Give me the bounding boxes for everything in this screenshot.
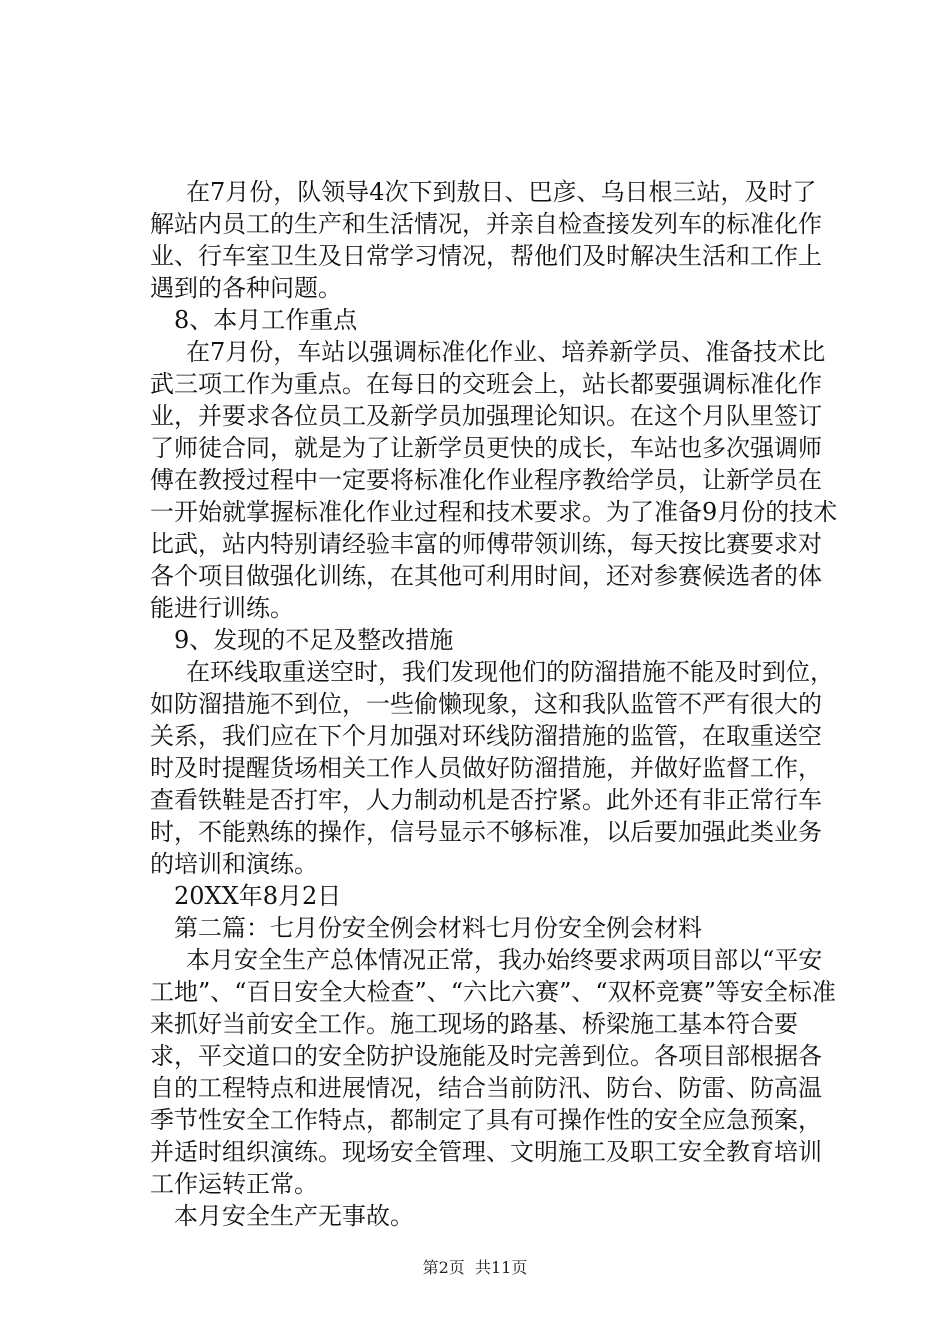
footer-gap bbox=[465, 1258, 475, 1277]
document-date: 20XX年8月2日 bbox=[174, 882, 342, 910]
paragraph-station-visits: 在7月份，队领导4次下到敖日、巴彦、乌日根三站，及时了解站内员工的生产和生活情况，并亲自检查接发列车的标准化作业、行车室卫生及日常学习情况，帮他们及时解决生活和工作上遇到的各种问题。 bbox=[150, 178, 822, 302]
document-body bbox=[150, 176, 840, 1232]
section-heading-shortcomings: 9、发现的不足及整改措施 bbox=[174, 626, 454, 654]
paragraph-shortcomings: 在环线取重送空时，我们发现他们的防溜措施不能及时到位，如防溜措施不到位，一些偷懒现象，这和我队监管不严有很大的关系，我们应在下个月加强对环线防溜措施的监管，在取重送空时及时提醒货场相关工作人员做好防溜措施，并做好监督工作，查看铁鞋是否打牢，人力制动机是否拧紧。此外还有非正常行车时，不能熟练的操作，信号显示不够标准，以后要加强此类业务的培训和演练。 bbox=[150, 658, 834, 878]
paragraph-safety-overview: 本月安全生产总体情况正常，我办始终要求两项目部以“平安工地”、“百日安全大检查”、“六比六赛”、“双杯竞赛”等安全标准来抓好当前安全工作。施工现场的路基、桥梁施工基本符合要求，平交道口的安全防护设施能及时完善到位。各项目部根据各自的工程特点和进展情况，结合当前防汛、防台、防雷、防高温季节性安全工作特点，都制定了具有可操作性的安全应急预案，并适时组织演练。现场安全管理、文明施工及职工安全教育培训工作运转正常。 bbox=[150, 946, 836, 1198]
page-footer bbox=[0, 1258, 950, 1278]
section-heading-work-focus: 8、本月工作重点 bbox=[174, 306, 358, 334]
page-number: 第2页 bbox=[422, 1258, 465, 1277]
paragraph-work-focus: 在7月份，车站以强调标准化作业、培养新学员、准备技术比武三项工作为重点。在每日的交班会上，站长都要强调标准化作业，并要求各位员工及新学员加强理论知识。在这个月队里签订了师徒合同，就是为了让新学员更快的成长，车站也多次强调师傅在教授过程中一定要将标准化作业程序教给学员，让新学员在一开始就掌握标准化作业过程和技术要求。为了准备9月份的技术比武，站内特别请经验丰富的师傅带领训练，每天按比赛要求对各个项目做强化训练，在其他可利用时间，还对参赛候选者的体能进行训练。 bbox=[150, 338, 838, 622]
page-total: 共11页 bbox=[474, 1258, 528, 1277]
second-article-title: 第二篇：七月份安全例会材料七月份安全例会材料 bbox=[174, 914, 702, 942]
paragraph-no-accidents: 本月安全生产无事故。 bbox=[174, 1202, 414, 1230]
